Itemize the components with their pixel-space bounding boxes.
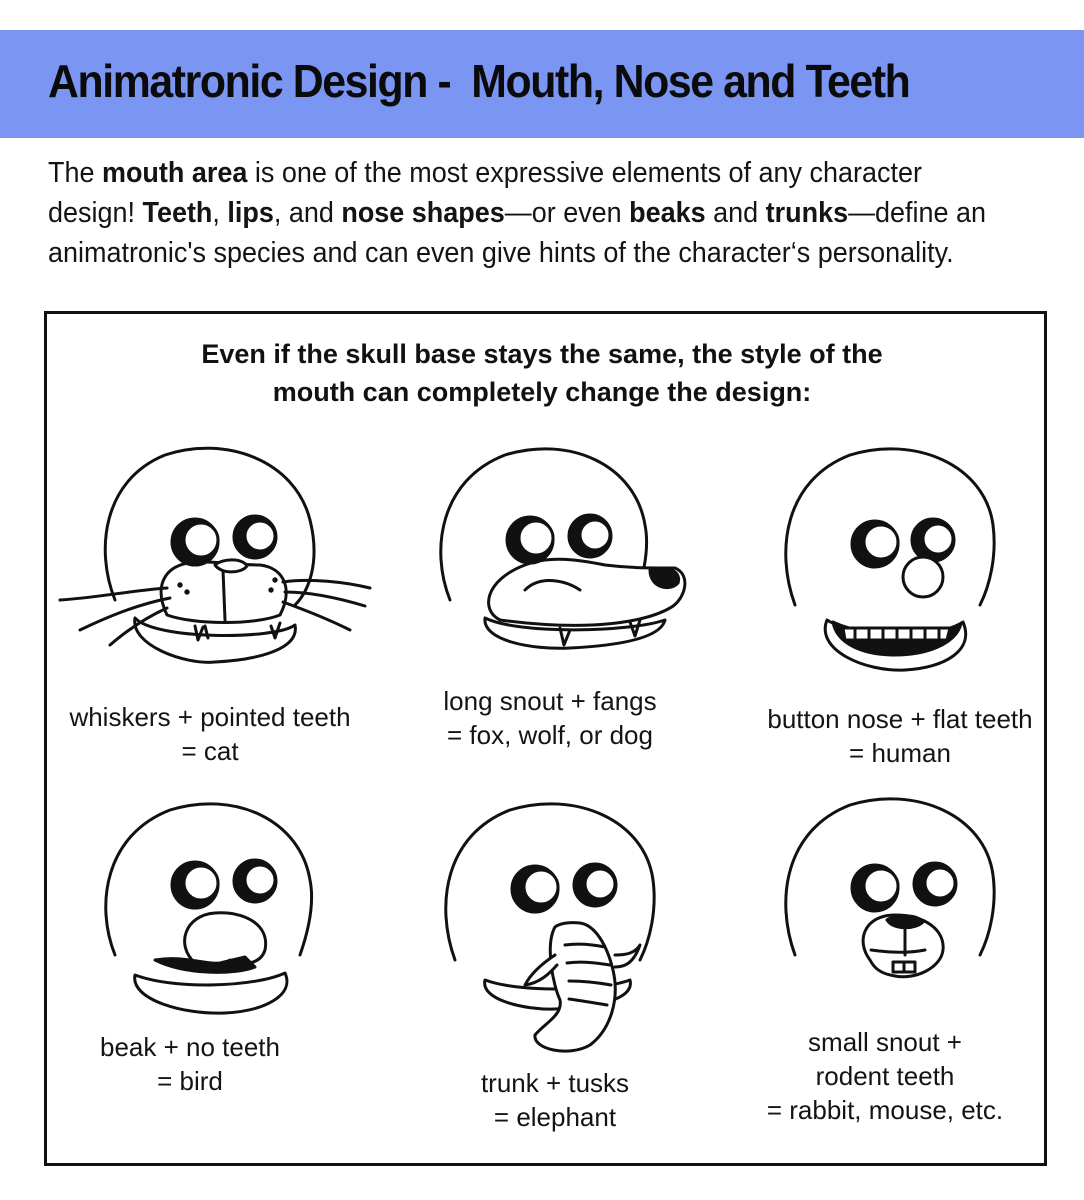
bird-caption: [50, 1030, 330, 1098]
caption-line: = human: [849, 738, 951, 768]
human-caption: [740, 702, 1060, 770]
caption-line: long snout + fangs: [443, 686, 657, 716]
intro-bold-term: trunks: [765, 197, 849, 229]
caption-line: whiskers + pointed teeth: [69, 702, 351, 732]
intro-text: is one of the most expressive elements of any character: [247, 157, 922, 189]
intro-paragraph: [48, 153, 997, 273]
intro-text: —or even: [504, 197, 630, 229]
intro-bold-term: mouth area: [101, 157, 248, 189]
elephant-caption: [400, 1066, 710, 1134]
human-head-illustration: [775, 440, 1015, 680]
cat-caption: [50, 700, 370, 768]
caption-line: = bird: [157, 1066, 223, 1096]
panel-heading-line-2: mouth can completely change the design:: [272, 377, 812, 407]
caption-line: small snout +: [808, 1027, 962, 1057]
elephant-head-illustration: [435, 795, 675, 1055]
bird-head-illustration: [95, 795, 335, 1025]
rabbit-caption: [725, 1025, 1045, 1127]
caption-line: = rabbit, mouse, etc.: [766, 1095, 1004, 1125]
panel-heading-line-1: Even if the skull base stays the same, the style of the: [201, 339, 883, 369]
intro-bold-term: beaks: [629, 197, 706, 229]
caption-line: = cat: [181, 736, 239, 766]
intro-text: ,: [212, 197, 228, 229]
page-title: Animatronic Design - Mouth, Nose and Teeth: [48, 55, 910, 107]
dog-caption: [390, 684, 710, 752]
intro-text: , and: [273, 197, 342, 229]
intro-text: The: [48, 157, 102, 189]
caption-line: beak + no teeth: [100, 1032, 280, 1062]
intro-bold-term: Teeth: [142, 197, 213, 229]
caption-line: rodent teeth: [815, 1061, 955, 1091]
caption-line: trunk + tusks: [480, 1068, 630, 1098]
intro-text: —define an: [848, 197, 987, 229]
intro-bold-term: nose shapes: [341, 197, 505, 229]
caption-line: = fox, wolf, or dog: [447, 720, 653, 750]
intro-text: and: [705, 197, 766, 229]
caption-line: button nose + flat teeth: [767, 704, 1033, 734]
fox-head-illustration: [430, 440, 680, 680]
intro-bold-term: lips: [227, 197, 274, 229]
rabbit-head-illustration: [775, 790, 1015, 1020]
intro-text: design!: [48, 197, 143, 229]
cat-head-illustration: [95, 440, 335, 680]
title-banner: [0, 30, 1084, 138]
caption-line: = elephant: [493, 1102, 617, 1132]
intro-text: animatronic's species and can even give hints of the character‘s personality.: [48, 237, 954, 269]
